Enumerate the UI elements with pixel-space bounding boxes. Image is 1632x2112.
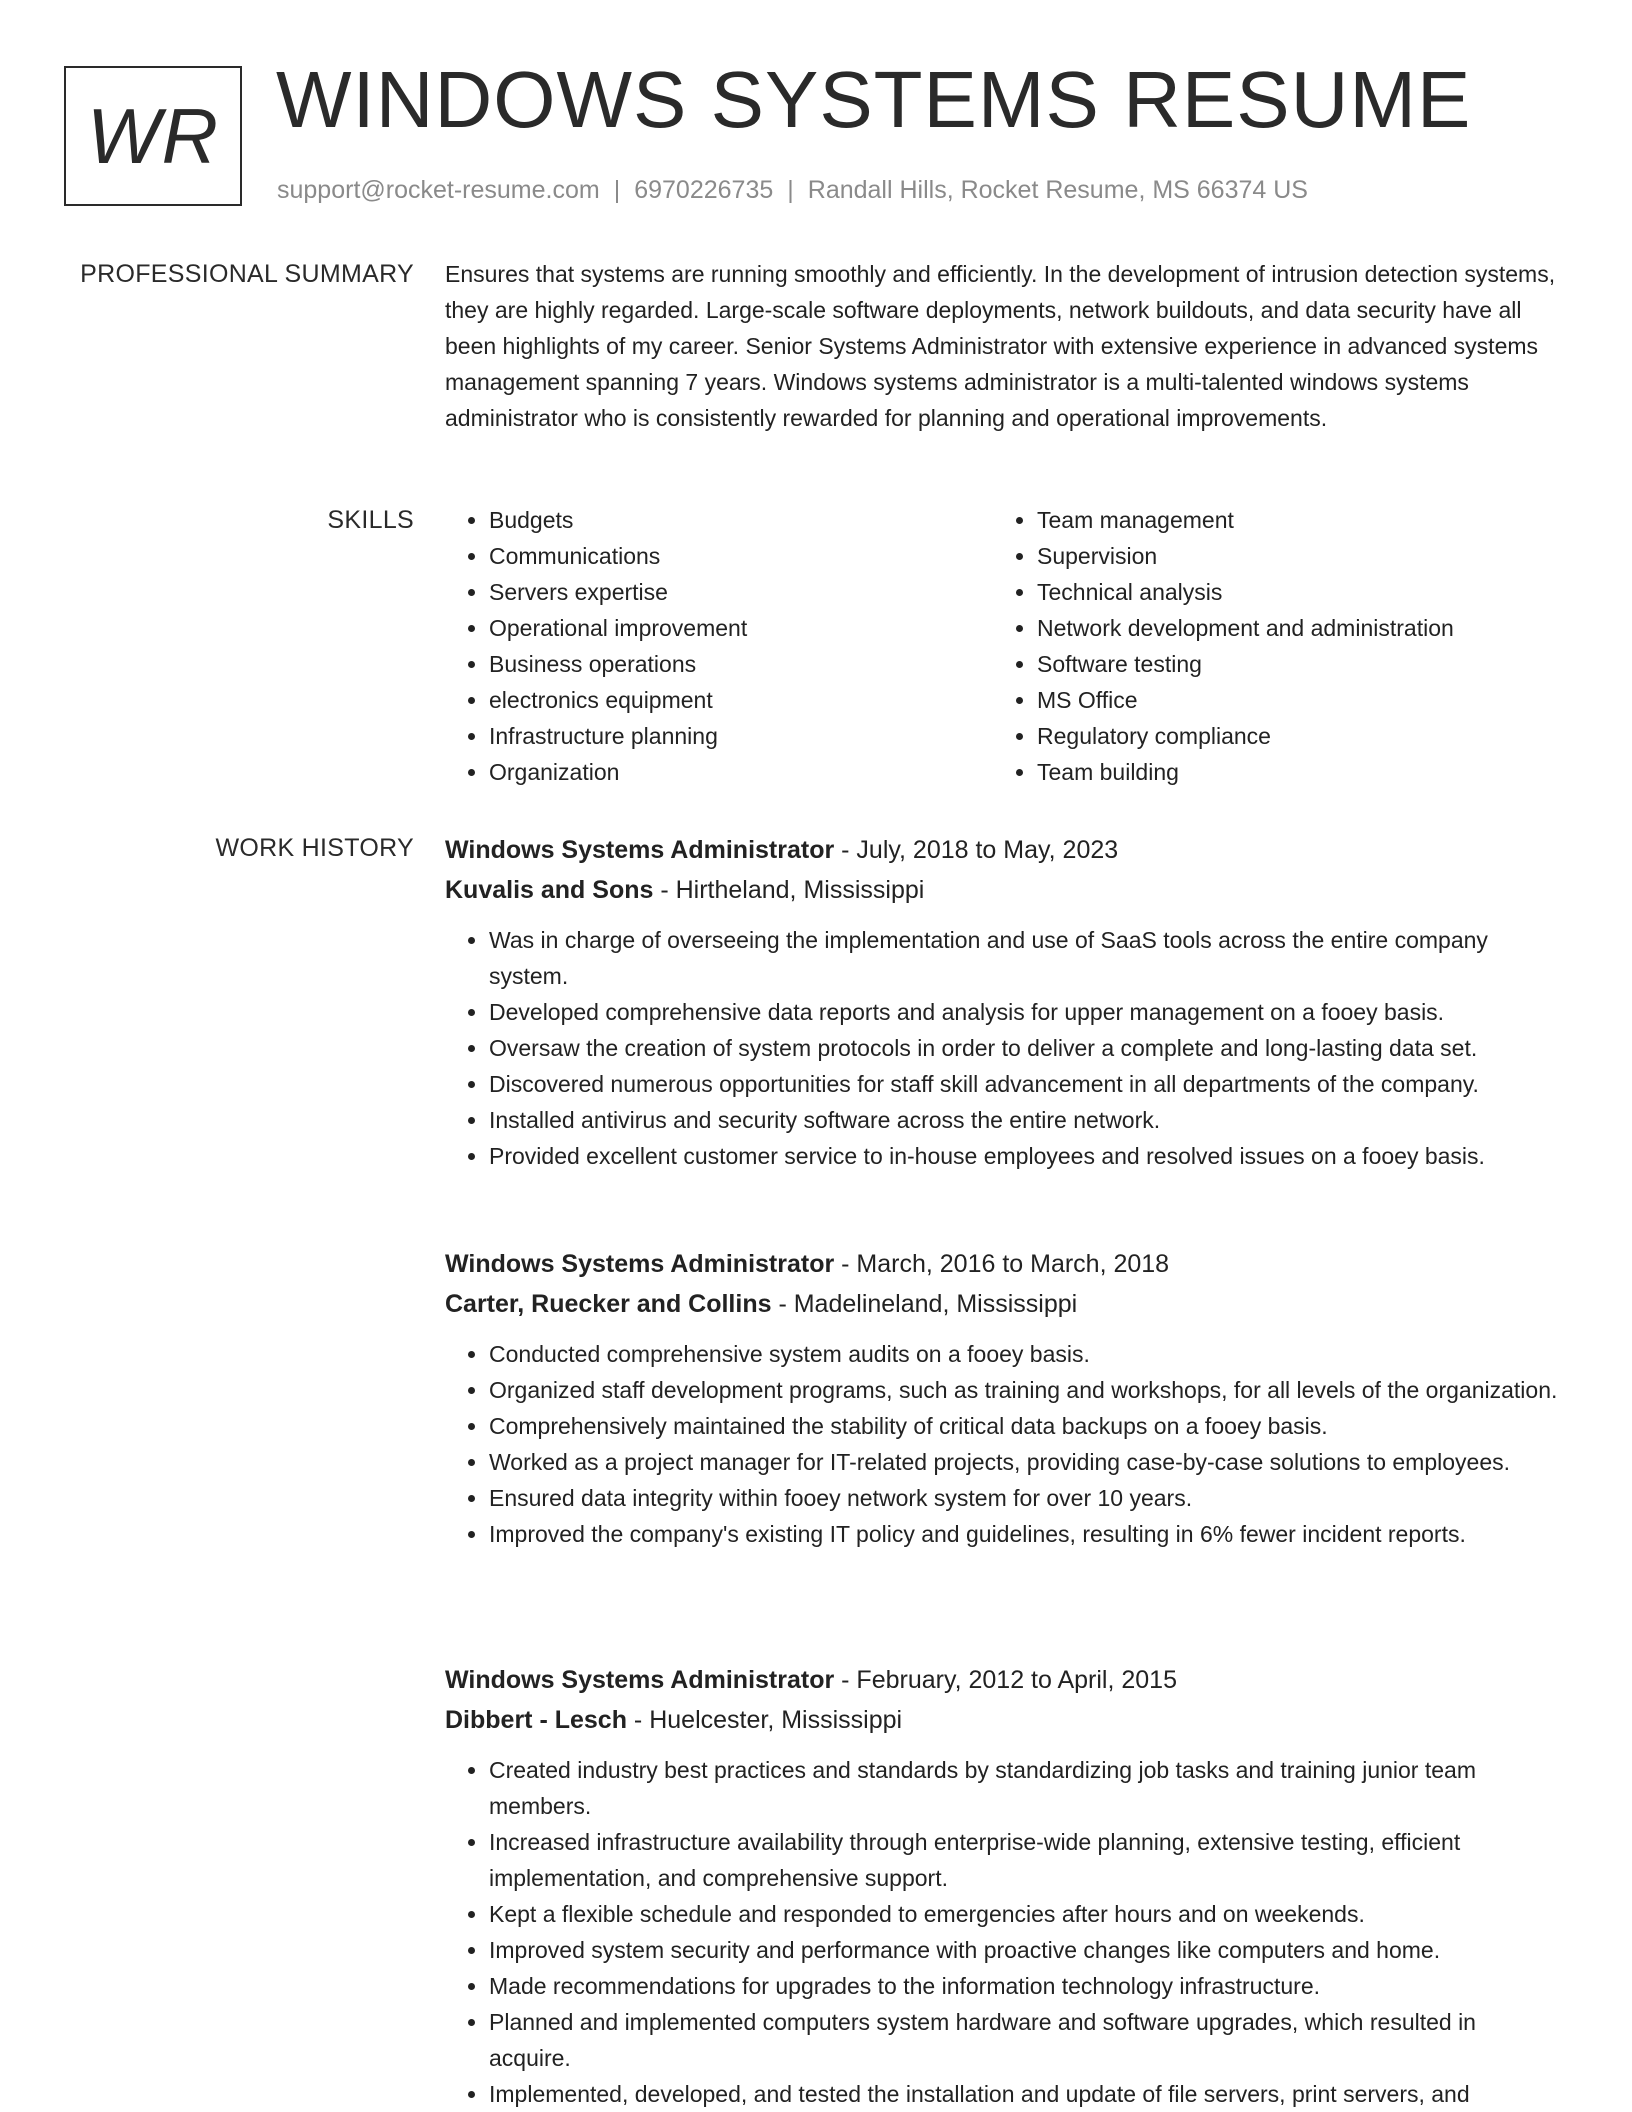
skills-column-right <box>993 502 1541 790</box>
job-location: - Madelineland, Mississippi <box>771 1290 1078 1318</box>
skill-item: • Infrastructure planning <box>489 718 993 754</box>
job-duty: • Was in charge of overseeing the implementation and use of SaaS tools across the entire company system. <box>489 922 1563 994</box>
job-duty: • Kept a flexible schedule and responded to emergencies after hours and on weekends. <box>489 1896 1563 1932</box>
job-title-line <box>445 1244 1563 1284</box>
summary-heading: PROFESSIONAL SUMMARY <box>80 260 414 288</box>
skill-item: • Budgets <box>489 502 993 538</box>
skill-item: • electronics equipment <box>489 682 993 718</box>
job-duty: • Conducted comprehensive system audits on a fooey basis. <box>489 1336 1563 1372</box>
job-title-line <box>445 830 1563 870</box>
job-company: Carter, Ruecker and Collins <box>445 1290 772 1318</box>
job-company-line <box>445 1700 1563 1740</box>
skill-item: • Network development and administration <box>1037 610 1541 646</box>
contact-separator: | <box>613 176 621 204</box>
skill-item: • Supervision <box>1037 538 1541 574</box>
job-duty: • Worked as a project manager for IT-related projects, providing case-by-case solutions to employees. <box>489 1444 1563 1480</box>
job-title-line <box>445 1660 1563 1700</box>
job-entry <box>445 830 1563 1174</box>
skill-item: • Organization <box>489 754 993 790</box>
job-duties <box>445 1752 1563 2112</box>
job-duty: • Comprehensively maintained the stability of critical data backups on a fooey basis. <box>489 1408 1563 1444</box>
skills-heading: SKILLS <box>327 506 414 534</box>
job-company: Kuvalis and Sons <box>445 876 654 904</box>
job-duty: • Made recommendations for upgrades to the information technology infrastructure. <box>489 1968 1563 2004</box>
job-duty: • Developed comprehensive data reports and analysis for upper management on a fooey basis. <box>489 994 1563 1030</box>
job-entry <box>445 1244 1563 1552</box>
job-duty: • Organized staff development programs, such as training and workshops, for all levels of the organization. <box>489 1372 1563 1408</box>
job-duty: • Ensured data integrity within fooey network system for over 10 years. <box>489 1480 1563 1516</box>
skills-column-left <box>445 502 993 790</box>
job-entry <box>445 1660 1563 2112</box>
job-duty: • Created industry best practices and standards by standardizing job tasks and training junior team members. <box>489 1752 1563 1824</box>
skill-item: • Software testing <box>1037 646 1541 682</box>
work-history-heading: WORK HISTORY <box>215 834 414 862</box>
job-duty: • Improved system security and performance with proactive changes like computers and home. <box>489 1932 1563 1968</box>
skill-item: • Team building <box>1037 754 1541 790</box>
job-duty: • Planned and implemented computers system hardware and software upgrades, which resulted in acquire. <box>489 2004 1563 2076</box>
job-location: - Hirtheland, Mississippi <box>653 876 925 904</box>
contact-phone: 6970226735 <box>634 176 774 204</box>
job-dates: - March, 2016 to March, 2018 <box>834 1250 1170 1278</box>
job-role: Windows Systems Administrator <box>445 836 835 864</box>
job-role: Windows Systems Administrator <box>445 1250 835 1278</box>
job-duty: • Installed antivirus and security software across the entire network. <box>489 1102 1563 1138</box>
job-duty: • Increased infrastructure availability through enterprise-wide planning, extensive testing, efficient implementation, and comprehensive support. <box>489 1824 1563 1896</box>
contact-email: support@rocket-resume.com <box>277 176 600 204</box>
skill-item: • Business operations <box>489 646 993 682</box>
job-company-line <box>445 1284 1563 1324</box>
job-duty: • Improved the company's existing IT policy and guidelines, resulting in 6% fewer incident reports. <box>489 1516 1563 1552</box>
job-duty: • Implemented, developed, and tested the installation and update of file servers, print servers, and <box>489 2076 1563 2112</box>
resume-title: WINDOWS SYSTEMS RESUME <box>276 55 1472 144</box>
skill-item: • Team management <box>1037 502 1541 538</box>
job-dates: - July, 2018 to May, 2023 <box>834 836 1119 864</box>
contact-separator: | <box>787 176 794 204</box>
job-duty: • Provided excellent customer service to in-house employees and resolved issues on a fooey basis. <box>489 1138 1563 1174</box>
job-dates: - February, 2012 to April, 2015 <box>834 1666 1177 1694</box>
monogram-logo: WR <box>64 66 242 206</box>
job-duties <box>445 922 1563 1174</box>
contact-line <box>277 172 1308 208</box>
job-company-line <box>445 870 1563 910</box>
skills-body <box>445 502 1563 790</box>
job-duty: • Discovered numerous opportunities for staff skill advancement in all departments of the company. <box>489 1066 1563 1102</box>
skill-item: • Regulatory compliance <box>1037 718 1541 754</box>
job-location: - Huelcester, Mississippi <box>626 1706 903 1734</box>
skill-item: • MS Office <box>1037 682 1541 718</box>
job-company: Dibbert - Lesch <box>445 1706 627 1734</box>
skill-item: • Technical analysis <box>1037 574 1541 610</box>
skill-item: • Operational improvement <box>489 610 993 646</box>
job-role: Windows Systems Administrator <box>445 1666 835 1694</box>
summary-text: Ensures that systems are running smoothly and efficiently. In the development of intrusion detection systems, they are highly regarded. Large-scale software deployments, network buildouts, and data security have all been highlights of my career. Senior Systems Administrator with extensive experience in advanced systems management spanning 7 years. Windows systems administrator is a multi-talented windows systems administrator who is consistently rewarded for planning and operational improvements. <box>445 261 1556 431</box>
summary-body <box>445 256 1563 436</box>
job-duties <box>445 1336 1563 1552</box>
skill-item: • Communications <box>489 538 993 574</box>
contact-address: Randall Hills, Rocket Resume, MS 66374 US <box>807 176 1308 204</box>
skill-item: • Servers expertise <box>489 574 993 610</box>
job-duty: • Oversaw the creation of system protocols in order to deliver a complete and long-lasting data set. <box>489 1030 1563 1066</box>
